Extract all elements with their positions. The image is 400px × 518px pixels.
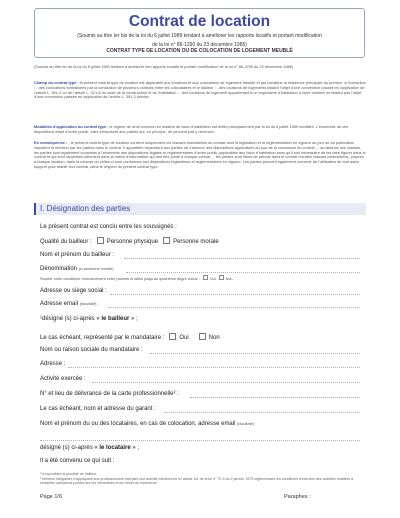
mandatary-oui-checkbox[interactable] bbox=[169, 333, 176, 340]
mandatary-oui-label: Oui bbox=[179, 335, 189, 341]
sci-oui-label: Oui bbox=[209, 277, 216, 281]
address-label: Adresse : bbox=[40, 361, 66, 367]
intro-paragraph-4 bbox=[34, 141, 366, 170]
denomination-field[interactable] bbox=[126, 272, 360, 273]
designated-tenant: le locataire bbox=[99, 445, 131, 451]
scope-label: Champ du contrat type : bbox=[34, 80, 79, 85]
moral-person-checkbox[interactable] bbox=[163, 237, 170, 244]
tenants-note: (facultatif) : bbox=[237, 422, 256, 426]
designated-lessor-row bbox=[40, 316, 138, 323]
mandatary-non-label: Non bbox=[208, 335, 220, 341]
tenants-row bbox=[40, 421, 256, 428]
designated-suffix: » ; bbox=[129, 316, 138, 322]
card-number-label: N° et lieu de délivrance de la carte professionnelle² : bbox=[40, 391, 179, 397]
sci-non-label: Non bbox=[225, 277, 233, 281]
section-title: I. Désignation des parties bbox=[40, 204, 131, 213]
physical-person-checkbox[interactable] bbox=[97, 237, 104, 244]
lessor-name-field[interactable] bbox=[124, 258, 360, 259]
email-field[interactable] bbox=[108, 307, 360, 308]
activity-label: Activité exercée : bbox=[40, 376, 86, 382]
denomination-row bbox=[40, 266, 114, 273]
sci-row bbox=[40, 275, 233, 283]
social-address-field[interactable] bbox=[110, 294, 360, 295]
footnote-2: ² Mention obligatoire s'appliquant aux professionnels exerçant une activité mentionnée à l'article 1er de la loi n° 70-9 du 2 janvier 1970 réglementant les conditions d'exercice des activités relatives à certaines opérations portant sur les immeubles et les fonds de commerce. bbox=[40, 477, 354, 486]
intro-line: Le présent contrat est conclu entre les soussignés : bbox=[40, 224, 177, 230]
designated-tenant-row bbox=[40, 445, 139, 452]
physical-person-label: Personne physique bbox=[106, 239, 159, 245]
tenants-label: Nom et prénom du ou des locataires, en cas de colocation, adresse email bbox=[40, 421, 236, 427]
email-label: Adresse email bbox=[40, 301, 79, 307]
mandatary-non-checkbox[interactable] bbox=[199, 333, 206, 340]
social-address-label: Adresse ou siège social : bbox=[40, 288, 107, 294]
sci-non-checkbox[interactable] bbox=[219, 275, 224, 280]
subtitle-line3: CONTRAT TYPE DE LOCATION OU DE COLOCATION DE LOGEMENT MEUBLÉ bbox=[106, 48, 293, 54]
footnote-1: ¹ A reproduire si pluralité de bailleur. bbox=[40, 472, 98, 476]
address-field[interactable] bbox=[68, 367, 360, 368]
lessor-quality-row bbox=[40, 237, 219, 246]
agreed-line: Il a été convenu ce qui suit : bbox=[40, 458, 115, 464]
page-number: Page 1/6 bbox=[40, 494, 63, 500]
consequence-text: - le présent contrat type de location contient uniquement les clauses essentielles du contrat dont la législation et la réglementation en vigueur au jour de sa publication imposent la mention par les parties dans le contrat. Il appartient cependant aux parties de s'assurer des dispositions applicables au jour de la conclusion du contrat ; - au-delà de ces clauses, les parties sont également soumises à l'ensemble des dispositions légales et réglementaires d'ordre public applicables aux baux d'habitation sans qu'il soit nécessaire de les faire figurer dans le contrat et qui sont rappelées utilement dans la notice d'information qui doit être jointe à chaque contrat ; - les parties sont libres de prévoir dans le contrat d'autres clauses particulières, propres à chaque location, dans la mesure où celles-ci sont conformes aux dispositions législatives et réglementaires en vigueur. Les parties peuvent également convenir de l'utilisation de tout autre support pour établir leur contrat, dans le respect du présent contrat type. bbox=[34, 140, 366, 169]
intro-paragraph-1: (Soumis au titre Ier de la loi du 6 juillet 1989 tendant à améliorer les rapports locatifs et portant modification de la loi n° 86-1290 du 23 décembre 1986) bbox=[34, 64, 294, 69]
scope-text: le présent contrat type de location est applicable aux locations et aux colocations de logement meublé et qui constitue la résidence principale du preneur, à l'exception : - des colocations formalisées par la conclusion de plusieurs contrats entre les colocataires et le bailleur ; - des locations de logements faisant l'objet d'une convention passée en application de l'article L. 351-2 ou de l'article L. 321-8 du code de la construction et de l'habitation ; - des locations de logement appartenant à un organisme d'habitation à loyer modéré ne faisant pas l'objet d'une convention passée en application de l'article L. 351-2 précité. bbox=[34, 80, 366, 100]
guarantor-label: Le cas échéant, nom et adresse du garant : bbox=[40, 406, 156, 412]
designated-lessor: le bailleur bbox=[101, 316, 130, 322]
initials-label: Paraphes : bbox=[284, 494, 311, 500]
activity-field[interactable] bbox=[92, 382, 360, 383]
card-number-field[interactable] bbox=[190, 397, 360, 398]
mandatary-label: Le cas échéant, représenté par le mandataire : bbox=[40, 335, 165, 341]
moral-person-label: Personne morale bbox=[173, 239, 219, 245]
denomination-label: Dénomination bbox=[40, 266, 78, 272]
designated-prefix: ¹désigné (s) ci-après « bbox=[40, 316, 102, 322]
consequence-label: En conséquence : bbox=[34, 140, 68, 145]
designated-tenant-prefix: désigné (s) ci-après « bbox=[40, 445, 100, 451]
email-note: (facultatif) : bbox=[79, 302, 99, 306]
guarantor-field[interactable] bbox=[164, 412, 360, 413]
designated-tenant-suffix: » ; bbox=[130, 445, 140, 451]
quality-label: Qualité du bailleur : bbox=[40, 239, 92, 245]
subtitle-line2: de la loi n° 86-1290 du 23 décembre 1986) bbox=[152, 42, 247, 48]
section-designation bbox=[34, 203, 366, 215]
sci-oui-checkbox[interactable] bbox=[203, 275, 208, 280]
tenants-field[interactable] bbox=[40, 440, 360, 441]
company-name-label: Nom ou raison sociale du mandataire : bbox=[40, 347, 143, 353]
sci-note: Société civile constituée exclusivement entre parents et alliés jusqu'au quatrième degré inclus : bbox=[40, 277, 200, 281]
mandatary-row bbox=[40, 333, 220, 342]
subtitle-line1: (Soumis au titre Ier bis de la loi du 6 juillet 1989 tendant à améliorer les rapports locatifs et portant modification bbox=[77, 33, 322, 39]
page-title: Contrat de location bbox=[128, 13, 271, 30]
company-name-field[interactable] bbox=[150, 353, 360, 354]
title-box bbox=[34, 8, 365, 58]
application-text: le régime de droit commun en matière de baux d'habitation est défini principalement par la loi du 6 juillet 1989 modifiée. L'ensemble de ces dispositions étant d'ordre public, elles s'imposent aux parties qui, en principe, ne peuvent pas y renoncer. bbox=[34, 124, 349, 134]
application-label: Modalités d'application du contrat type : bbox=[34, 124, 109, 129]
denomination-note: (si personne morale) bbox=[78, 267, 114, 271]
lessor-name-label: Nom et prénom du bailleur : bbox=[40, 252, 115, 258]
intro-paragraph-3 bbox=[34, 125, 366, 135]
intro-paragraph-2 bbox=[34, 81, 366, 100]
email-row bbox=[40, 301, 98, 308]
